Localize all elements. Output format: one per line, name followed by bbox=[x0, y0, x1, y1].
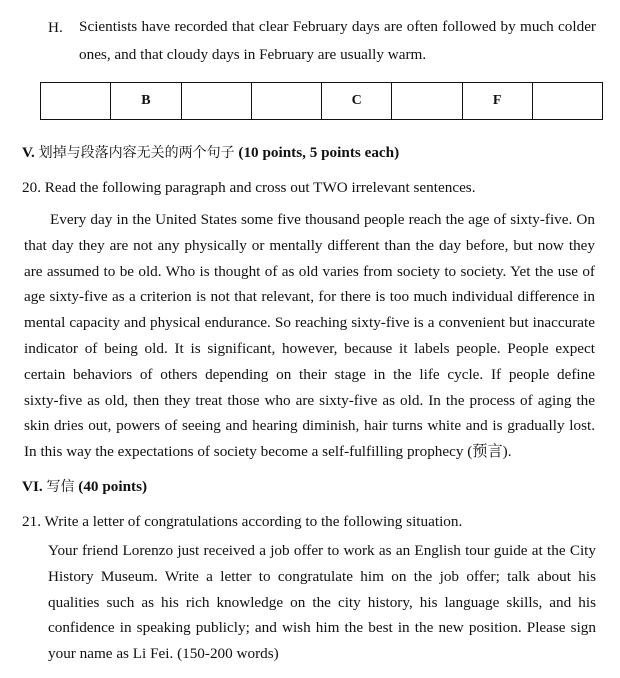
paragraph-line: age sixty-five as a criterion is not that relevant, for there is too much individual difference in bbox=[24, 288, 595, 306]
paragraph-line: Every day in the United States some five thousand people reach the age of sixty-five. On bbox=[50, 211, 595, 228]
paragraph-line: In this way the expectations of society become a self-fulfilling prophecy (预言). bbox=[24, 443, 512, 461]
paragraph-line: indicator of being old. It is significant, however, because it labels people. People expect bbox=[24, 339, 595, 357]
option-h-label: H. bbox=[48, 19, 63, 36]
answer-cell[interactable]: C bbox=[322, 83, 392, 120]
question-21-prompt: 21. Write a letter of congratulations according to the following situation. bbox=[22, 513, 463, 530]
situation-line: your name as Li Fei. (150-200 words) bbox=[48, 645, 279, 663]
situation-line: History Museum. Write a letter to congratulate him on the job offer; talk about his bbox=[48, 567, 596, 585]
answer-cell[interactable] bbox=[392, 83, 462, 120]
answer-table bbox=[40, 82, 603, 120]
paragraph-line: skin dries out, powers of seeing and hearing diminish, hair turns white and is gradually lost. bbox=[24, 417, 595, 435]
answer-cell[interactable] bbox=[181, 83, 251, 120]
question-20-paragraph bbox=[24, 207, 595, 465]
paragraph-line: that day they are not any physically or mentally different than the day before, but now they bbox=[24, 236, 595, 254]
situation-line: qualities such as his rich knowledge on the city history, his language skills, and his bbox=[48, 593, 596, 611]
section-v-title: 划掉与段落内容无关的两个句子 bbox=[38, 145, 235, 161]
answer-cell[interactable] bbox=[41, 83, 111, 120]
section-v-number: V. bbox=[22, 144, 35, 161]
paragraph-line: sixty-five as old, then they treat those who are sixty-five as old. In the process of aging the bbox=[24, 391, 595, 409]
answer-cell[interactable] bbox=[532, 83, 602, 120]
situation-line: confidence in speaking publicly; and wish him the best in the new position. Please sign bbox=[48, 619, 596, 637]
paragraph-line: are assumed to be old. Who is thought of as old varies from society to society. Yet the use of bbox=[24, 262, 595, 280]
option-h-line-2: ones, and that cloudy days in February are usually warm. bbox=[79, 46, 427, 63]
question-20-prompt: 20. Read the following paragraph and cross out TWO irrelevant sentences. bbox=[22, 179, 476, 196]
section-vi-number: VI. bbox=[22, 478, 43, 495]
answer-cell[interactable]: F bbox=[462, 83, 532, 120]
section-v-heading bbox=[22, 143, 399, 163]
answer-cell[interactable] bbox=[251, 83, 321, 120]
paragraph-line: mental capacity and physical endurance. So reaching sixty-five is a convenient but inaccurate bbox=[24, 314, 595, 332]
section-v-points: (10 points, 5 points each) bbox=[238, 144, 400, 161]
situation-line: Your friend Lorenzo just received a job offer to work as an English tour guide at the City bbox=[48, 542, 596, 559]
paragraph-line: certain behaviors of others depending on their stage in the life cycle. If people define bbox=[24, 365, 595, 383]
option-h-line-1: Scientists have recorded that clear February days are often followed by much colder bbox=[79, 18, 596, 35]
section-vi-title: 写信 bbox=[46, 479, 75, 495]
question-21-situation bbox=[48, 538, 596, 667]
section-vi-heading bbox=[22, 477, 147, 497]
section-vi-points: (40 points) bbox=[78, 478, 148, 495]
answer-cell[interactable]: B bbox=[111, 83, 181, 120]
